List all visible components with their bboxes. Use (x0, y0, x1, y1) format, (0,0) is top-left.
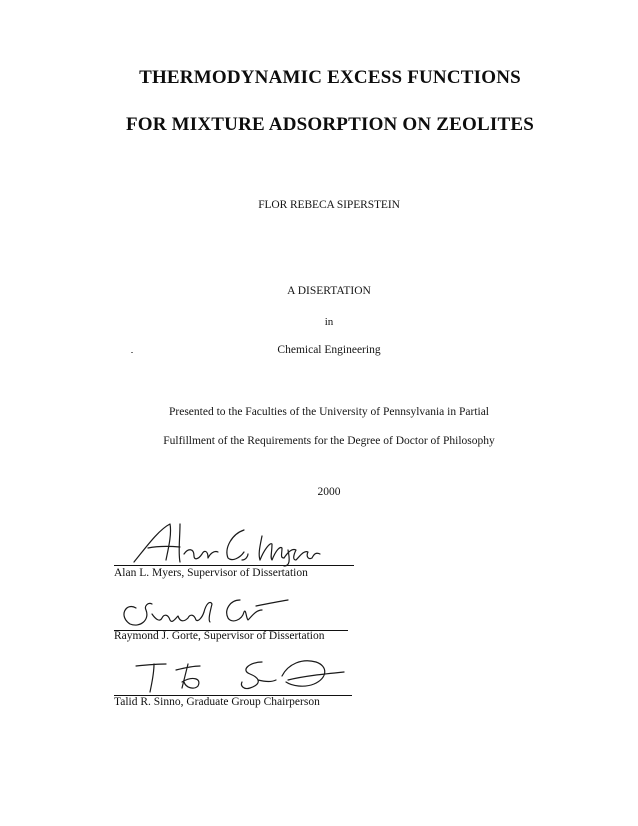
presented-statement-line-2: Fulfillment of the Requirements for the Degree of Doctor of Philosophy (163, 435, 495, 447)
handwritten-signature-myers (124, 520, 344, 568)
in-label: in (324, 316, 334, 328)
signature-caption-sinno: Talid R. Sinno, Graduate Group Chairperson (114, 696, 320, 708)
signature-block-gorte (114, 588, 354, 648)
handwritten-signature-gorte (116, 588, 316, 632)
year: 2000 (317, 486, 341, 498)
handwritten-signature-sinno (132, 652, 352, 698)
thesis-title-line-1: THERMODYNAMIC EXCESS FUNCTIONS (139, 67, 521, 88)
field-of-study: Chemical Engineering (277, 344, 381, 356)
signature-block-sinno (114, 652, 354, 712)
thesis-title-line-2: FOR MIXTURE ADSORPTION ON ZEOLITES (126, 114, 534, 135)
scan-speck (131, 352, 133, 353)
signature-caption-gorte: Raymond J. Gorte, Supervisor of Dissertation (114, 630, 325, 642)
signature-block-myers (114, 520, 354, 580)
signature-caption-myers: Alan L. Myers, Supervisor of Dissertation (114, 567, 308, 579)
author-name: FLOR REBECA SIPERSTEIN (258, 199, 400, 211)
signature-line (114, 565, 354, 566)
document-type-label: A DISERTATION (287, 285, 371, 297)
presented-statement-line-1: Presented to the Faculties of the University of Pennsylvania in Partial (168, 406, 490, 418)
